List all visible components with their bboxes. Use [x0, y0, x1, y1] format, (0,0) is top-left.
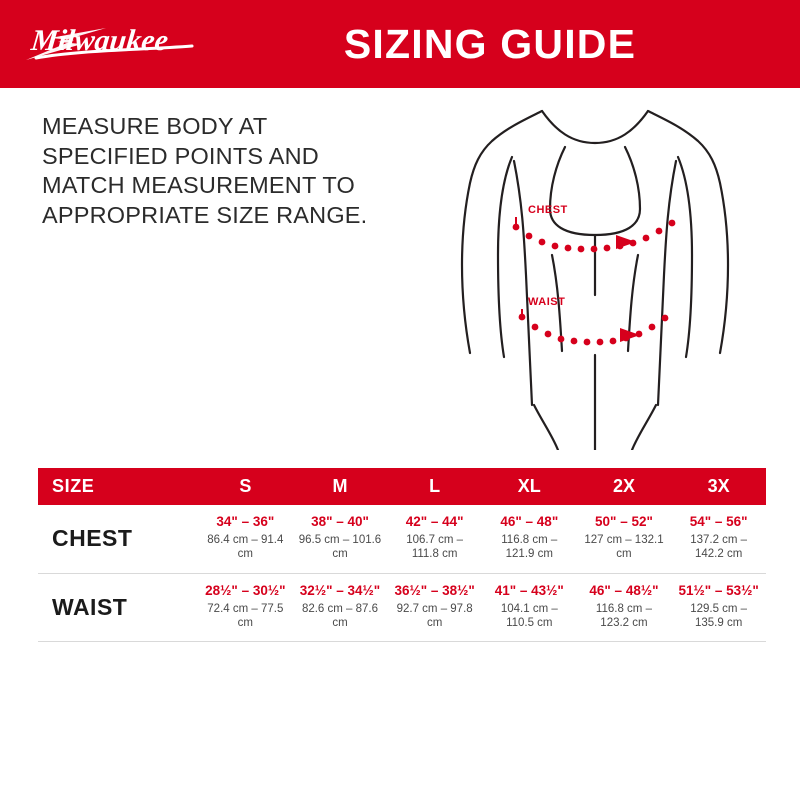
row-label-waist: WAIST [52, 593, 128, 620]
table-row [38, 573, 766, 642]
waist-m-inch: 32½" – 34½" [299, 582, 381, 598]
table-row [38, 505, 766, 573]
waist-cell-3x [671, 573, 766, 642]
waist-l-cm: 92.7 cm – 97.8 cm [396, 602, 473, 629]
table-col-header-2x: 2X [577, 468, 672, 505]
page-title: SIZING GUIDE [343, 20, 637, 67]
chest-cell-m [293, 505, 388, 573]
chest-cell-l [387, 505, 482, 573]
chest-s-inch: 34" – 36" [216, 514, 275, 529]
chest-cell-xl [482, 505, 577, 573]
waist-s-cm: 72.4 cm – 77.5 cm [207, 602, 284, 629]
chest-s-cm: 86.4 cm – 91.4 cm [207, 533, 284, 561]
table-col-header-3x: 3X [671, 468, 766, 505]
chest-m-cm: 96.5 cm – 101.6 cm [298, 533, 382, 561]
waist-callout-label: WAIST [528, 296, 566, 308]
waist-l-inch: 36½" – 38½" [394, 582, 475, 598]
table-col-header-xl: XL [482, 468, 577, 505]
waist-xl-inch: 41" – 43½" [494, 582, 564, 598]
waist-3x-cm: 129.5 cm – 135.9 cm [690, 602, 748, 629]
waist-s-inch: 28½" – 30½" [205, 582, 286, 598]
chest-3x-cm: 137.2 cm – 142.2 cm [690, 533, 748, 561]
table-col-header-s: S [198, 468, 293, 505]
chest-m-inch: 38" – 40" [311, 514, 369, 529]
row-label-chest: CHEST [52, 525, 133, 552]
page-header [0, 0, 800, 88]
waist-cell-s [198, 573, 293, 642]
waist-2x-inch: 46" – 48½" [589, 582, 659, 598]
waist-cell-l [387, 573, 482, 642]
waist-cell-m [293, 573, 388, 642]
chest-l-cm: 106.7 cm – 111.8 cm [406, 533, 464, 561]
svg-text:Milwaukee: Milwaukee [29, 23, 170, 57]
table-header-row [38, 468, 766, 505]
measurement-diagram [430, 105, 760, 450]
intro-text: MEASURE BODY AT SPECIFIED POINTS AND MATCH MEASUREMENT TO APPROPRIATE SIZE RANGE. [42, 113, 368, 228]
waist-m-cm: 82.6 cm – 87.6 cm [301, 602, 379, 629]
waist-measure-band [519, 296, 669, 345]
waist-xl-cm: 104.1 cm – 110.5 cm [500, 602, 558, 629]
table-col-header-l: L [387, 468, 482, 505]
chest-cell-3x [671, 505, 766, 573]
chest-callout-label: CHEST [528, 204, 568, 216]
waist-2x-cm: 116.8 cm – 123.2 cm [595, 602, 652, 629]
waist-cell-xl [482, 573, 577, 642]
chest-2x-inch: 50" – 52" [595, 514, 653, 529]
chest-xl-inch: 46" – 48" [500, 514, 559, 529]
chest-cell-2x [577, 505, 672, 573]
table-col-header-m: M [293, 468, 388, 505]
table-size-header: SIZE [38, 468, 198, 505]
sizing-table [38, 468, 766, 642]
chest-xl-cm: 116.8 cm – 121.9 cm [501, 533, 558, 561]
waist-3x-inch: 51½" – 53½" [678, 582, 759, 598]
chest-cell-s [198, 505, 293, 573]
chest-3x-inch: 54" – 56" [689, 514, 748, 529]
chest-2x-cm: 127 cm – 132.1 cm [584, 533, 664, 561]
chest-l-inch: 42" – 44" [405, 514, 464, 529]
waist-cell-2x [577, 573, 672, 642]
